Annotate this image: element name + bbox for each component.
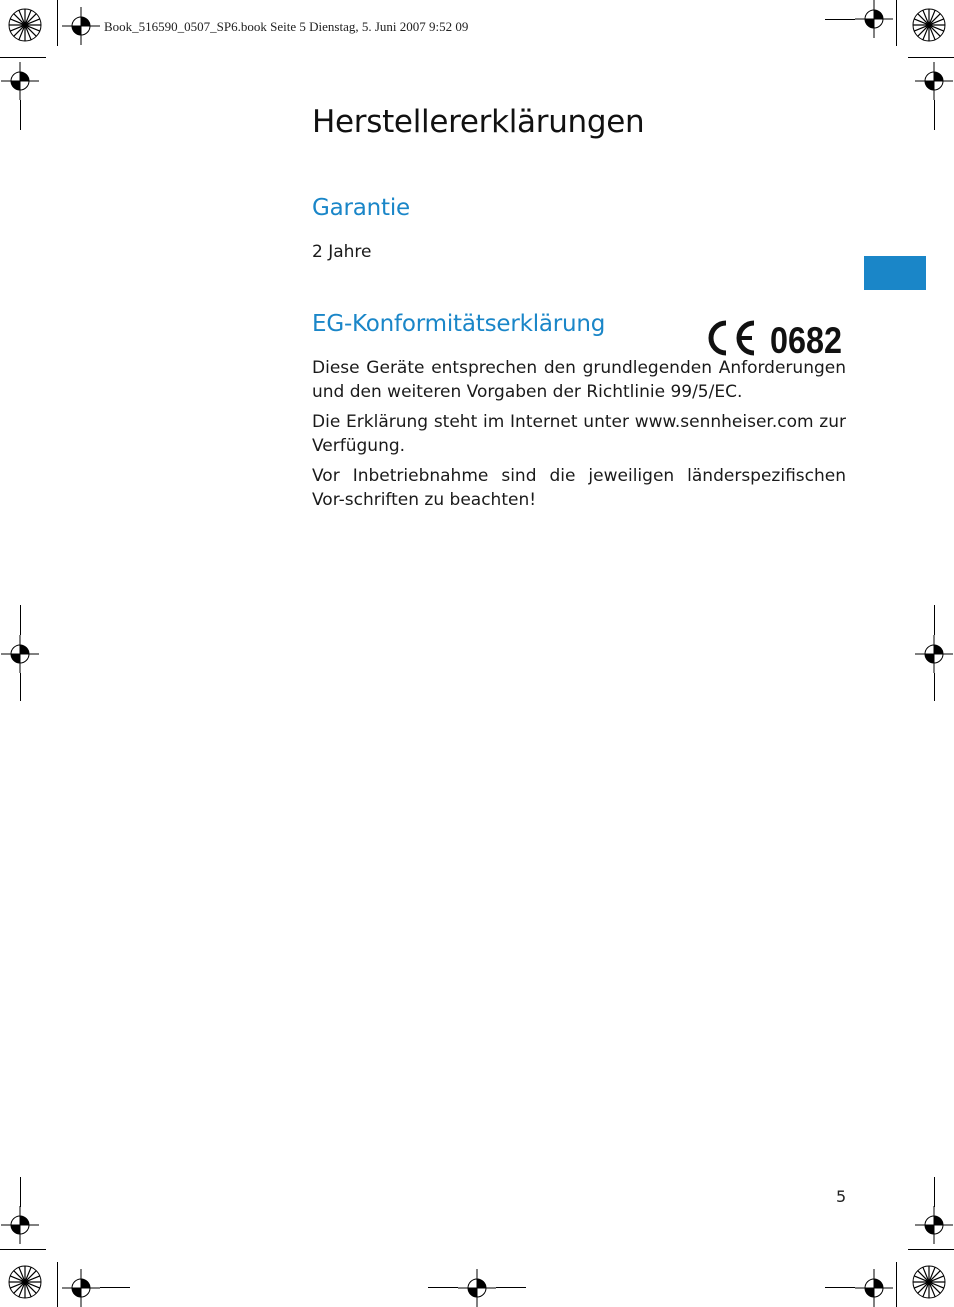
crosshair-registration-icon xyxy=(915,1206,953,1244)
crop-mark xyxy=(825,1287,855,1288)
crosshair-registration-icon xyxy=(855,1269,893,1307)
crosshair-registration-icon xyxy=(915,62,953,100)
ce-mark-icon xyxy=(706,318,844,361)
section-heading-eg-konformitaet: EG-Konformitätserklärung xyxy=(312,311,606,337)
crop-mark xyxy=(20,605,21,635)
crop-mark xyxy=(0,57,46,58)
crop-mark xyxy=(496,1287,526,1288)
starburst-registration-icon xyxy=(8,8,42,42)
crop-mark xyxy=(934,605,935,635)
crosshair-registration-icon xyxy=(458,1269,496,1307)
crosshair-registration-icon xyxy=(1,635,39,673)
section-heading-garantie: Garantie xyxy=(312,195,411,221)
crop-mark xyxy=(0,1249,46,1250)
crop-mark xyxy=(908,57,954,58)
starburst-registration-icon xyxy=(8,1265,42,1299)
conformity-paragraph-3: Vor Inbetriebnahme sind die jeweiligen länderspezifischen Vor-schriften zu beachten! xyxy=(312,466,846,510)
ce-number: 0682 xyxy=(770,320,842,361)
warranty-text: 2 Jahre xyxy=(312,242,372,262)
crop-mark xyxy=(428,1287,458,1288)
page-number: 5 xyxy=(836,1187,847,1206)
crop-mark xyxy=(20,1177,21,1207)
starburst-registration-icon xyxy=(912,1265,946,1299)
crosshair-registration-icon xyxy=(1,62,39,100)
crop-mark xyxy=(100,1287,130,1288)
crosshair-registration-icon xyxy=(915,635,953,673)
crop-mark xyxy=(57,0,58,46)
chapter-tab-marker xyxy=(864,256,926,290)
crop-mark xyxy=(57,1262,58,1307)
crop-mark xyxy=(825,19,855,20)
crop-mark xyxy=(20,673,21,701)
crop-mark xyxy=(934,1177,935,1207)
crop-mark xyxy=(896,0,897,46)
crosshair-registration-icon xyxy=(62,1269,100,1307)
starburst-registration-icon xyxy=(912,8,946,42)
page-title: Herstellererklärungen xyxy=(312,104,645,140)
crosshair-registration-icon xyxy=(855,0,893,38)
crop-mark xyxy=(20,100,21,130)
crosshair-registration-icon xyxy=(62,7,100,45)
conformity-paragraph-1: Diese Geräte entsprechen den grundlegenden Anforderungen und den weiteren Vorgaben der Richtlinie 99/5/EC. xyxy=(312,358,846,402)
crop-mark xyxy=(934,100,935,130)
conformity-paragraph-2: Die Erklärung steht im Internet unter www.sennheiser.com zur Verfügung. xyxy=(312,412,846,456)
crosshair-registration-icon xyxy=(1,1206,39,1244)
print-header: Book_516590_0507_SP6.book Seite 5 Dienstag, 5. Juni 2007 9:52 09 xyxy=(104,19,469,34)
crop-mark xyxy=(934,673,935,701)
crop-mark xyxy=(908,1249,954,1250)
crop-mark xyxy=(896,1262,897,1307)
